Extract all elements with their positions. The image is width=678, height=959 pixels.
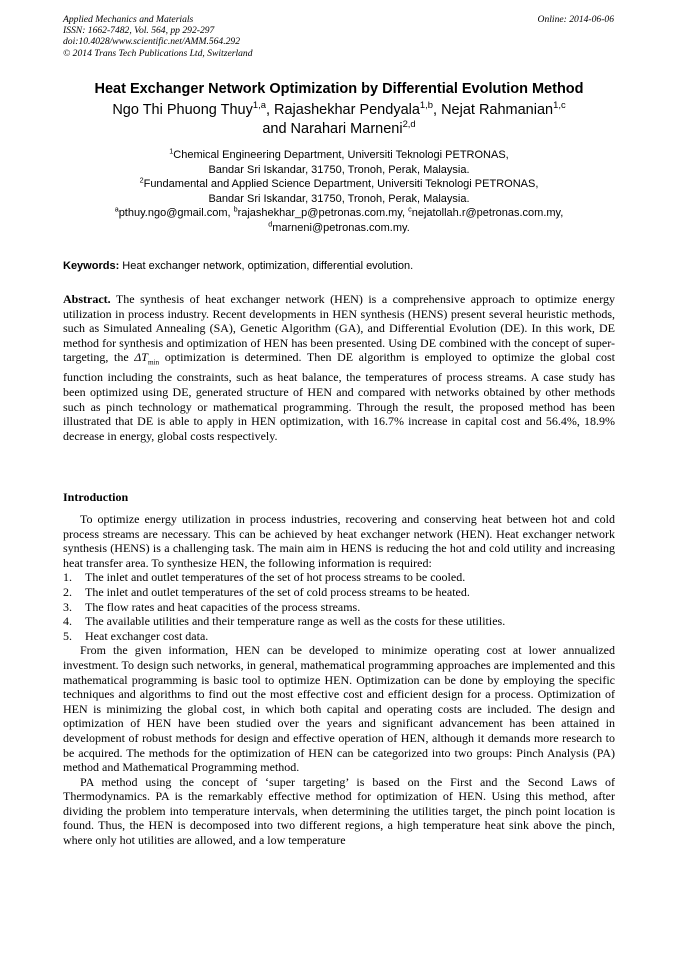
affiliations <box>40 148 638 236</box>
email-line-2 <box>40 221 638 236</box>
list-number: 4. <box>63 614 72 629</box>
author-line-1 <box>40 101 638 120</box>
affil-mark: 2 <box>139 176 144 185</box>
list-item <box>63 614 615 629</box>
list-item <box>63 600 615 615</box>
author-name: Ngo Thi Phuong Thuy <box>112 102 253 118</box>
affiliation-2 <box>40 177 638 192</box>
author-affil-mark: 1,b <box>419 99 433 111</box>
journal-info <box>63 14 443 59</box>
email-mark: b <box>233 205 238 214</box>
email-mark: d <box>268 220 273 229</box>
keywords-label: Keywords: <box>63 260 120 272</box>
affiliation-1-address: Bandar Sri Iskandar, 31750, Tronoh, Perak, Malaysia. <box>208 163 470 176</box>
doi-line: doi:10.4028/www.scientific.net/AMM.564.292 <box>63 36 241 48</box>
email-address: nejatollah.r@petronas.com.my, <box>411 207 564 220</box>
author-affil-mark: 1,a <box>252 99 266 111</box>
email-mark: c <box>408 205 412 214</box>
author-affil-mark: 1,c <box>553 99 566 111</box>
list-number: 5. <box>63 628 72 643</box>
issn-line: ISSN: 1662-7482, Vol. 564, pp 292-297 <box>63 25 215 37</box>
copyright-line: © 2014 Trans Tech Publications Ltd, Switzerland <box>63 47 253 59</box>
abstract <box>63 292 615 443</box>
author-name: and Narahari Marneni <box>262 121 403 137</box>
affiliation-2-address: Bandar Sri Iskandar, 31750, Tronoh, Perak, Malaysia. <box>208 192 470 205</box>
introduction-body <box>63 512 615 848</box>
list-item <box>63 570 615 585</box>
author-separator: , <box>265 102 275 118</box>
abstract-text: The synthesis of heat exchanger network (HEN) is a comprehensive approach to optimize energy utilization in process industry. Recent developments in HEN synthesis (HENS) present several heuristic methods, such as Simulated Annealing (SA), Genetic Algorithm (GA), and Differential Evolution (DE). In this work, DE method for synthesis and optimization of HEN has been presented. Using DE combined with the concept of super-targeting, the <box>63 292 615 365</box>
email-address: rajashekhar_p@petronas.com.my, <box>237 207 409 220</box>
paper-title: Heat Exchanger Network Optimization by Differential Evolution Method <box>94 81 584 97</box>
list-number: 3. <box>63 599 72 614</box>
online-date: Online: 2014-06-06 <box>537 14 614 25</box>
email-address: pthuy.ngo@gmail.com, <box>118 207 234 220</box>
intro-paragraph: From the given information, HEN can be developed to minimize operating cost at lower annualized investment. To design such networks, in general, mathematical programming approaches are implemented and this mathematical programming is basic tool to optimize HEN. Optimization can be done by employing the specific techniques and algorithms to find out the most effective cost and efficient design for a process. Optimization of HEN is minimizing the global cost, in which both capital and operating costs are included. The design and optimization of HEN have been studied over the years and significant advancement has been attained in development of robust methods for design and effective operation of HEN, although it demands more research to be acquired. The methods for the optimization of HEN can be categorized into two groups: Pinch Analysis (PA) method and Mathematical Programming method. <box>63 643 615 775</box>
author-list <box>40 101 638 139</box>
list-text: The flow rates and heat capacities of the process streams. <box>85 599 361 614</box>
list-text: The inlet and outlet temperatures of the set of cold process streams to be heated. <box>85 584 470 599</box>
author-affil-mark: 2,d <box>402 118 416 130</box>
abstract-label: Abstract. <box>63 292 111 306</box>
list-text: Heat exchanger cost data. <box>85 628 209 643</box>
journal-name: Applied Mechanics and Materials <box>63 14 194 25</box>
list-number: 2. <box>63 584 72 599</box>
list-text: The inlet and outlet temperatures of the set of hot process streams to be cooled. <box>85 570 466 585</box>
list-item <box>63 585 615 600</box>
affil-mark: 1 <box>169 147 174 156</box>
keywords-text: Heat exchanger network, optimization, differential evolution. <box>119 260 414 272</box>
author-name: Nejat Rahmanian <box>441 102 554 118</box>
delta-t: ΔT <box>134 350 148 365</box>
required-info-list <box>63 570 615 643</box>
intro-paragraph: To optimize energy utilization in process industries, recovering and conserving heat between hot and cold process streams are necessary. This can be achieved by heat exchanger network (HEN). Heat exchanger network synthesis (HENS) is a challenging task. The main aim in HENS is reducing the hot and cold utility and increasing heat transfer area. To synthesize HEN, the following information is required: <box>63 512 615 570</box>
author-name: Rajashekhar Pendyala <box>274 102 420 118</box>
delta-t-min-symbol <box>134 350 160 367</box>
email-mark: a <box>114 205 119 214</box>
author-line-2 <box>40 120 638 139</box>
email-address: marneni@petronas.com.my. <box>272 221 410 234</box>
min-subscript: min <box>147 358 160 367</box>
email-line-1 <box>40 206 638 221</box>
list-number: 1. <box>63 570 72 585</box>
intro-paragraph: PA method using the concept of ‘super targeting’ is based on the First and the Second Laws of Thermodynamics. PA is the remarkably effective method for optimization of HEN. Using this method, after dividing the problem into temperature intervals, when determining the utilities target, the pinch point location is found. Thus, the HEN is decomposed into two different regions, a high temperature heat sink above the pinch, where only hot utilities are allowed, and a low temperature <box>63 774 615 848</box>
list-text: The available utilities and their temperature range as well as the costs for these utilities. <box>85 614 506 629</box>
author-separator: , <box>433 102 442 118</box>
keywords <box>63 259 615 273</box>
affiliation-1 <box>40 148 638 163</box>
abstract-text: optimization is determined. Then DE algorithm is employed to optimize the global cost function including the constraints, such as heat balance, the temperatures of process streams. A case study has been optimized using DE, generated structure of HEN and compared with networks obtained by other methods such as pinch technology or mathematical programming. Through the result, the proposed method has been illustrated that DE is able to apply in HEN optimization, with 16.7% increase in capital cost and 56.4%, 18.9% decrease in energy, global costs respectively. <box>63 350 615 443</box>
affil-text: Fundamental and Applied Science Department, Universiti Teknologi PETRONAS, <box>143 178 539 191</box>
section-heading-introduction: Introduction <box>63 490 129 504</box>
list-item <box>63 629 615 644</box>
affil-text: Chemical Engineering Department, Universiti Teknologi PETRONAS, <box>173 149 509 161</box>
